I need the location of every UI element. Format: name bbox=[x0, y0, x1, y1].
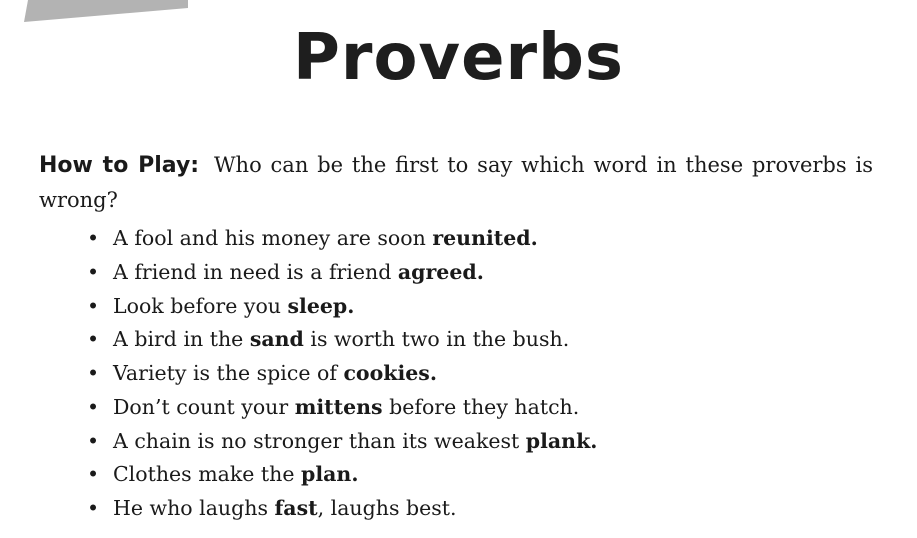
how-to-play-text: Who can be the first to say which word in these proverbs is wrong? bbox=[39, 153, 873, 212]
wrong-word: plan. bbox=[301, 462, 359, 487]
wrong-word: reunited. bbox=[432, 226, 538, 250]
wrong-word: sand bbox=[249, 327, 304, 352]
proverb-item bbox=[87, 492, 597, 526]
page-title: Proverbs bbox=[292, 21, 625, 95]
proverb-list bbox=[87, 222, 598, 526]
bullet-icon: • bbox=[87, 259, 100, 284]
proverb-item bbox=[87, 357, 597, 391]
how-to-play-paragraph bbox=[39, 148, 873, 217]
proverb-text: Don’t count your bbox=[113, 394, 295, 419]
bullet-icon: • bbox=[87, 327, 100, 352]
bullet-icon: • bbox=[87, 394, 100, 419]
bullet-icon: • bbox=[87, 428, 100, 453]
wrong-word: mittens bbox=[294, 394, 383, 419]
proverb-text: Look before you bbox=[113, 293, 288, 318]
proverb-text: He who laughs bbox=[113, 496, 275, 520]
proverb-text: A bird in the bbox=[113, 327, 250, 352]
wrong-word: cookies. bbox=[343, 361, 437, 385]
proverb-text: A chain is no stronger than its weakest bbox=[113, 428, 526, 453]
proverb-text: , laughs best. bbox=[317, 496, 457, 520]
wrong-word: plank. bbox=[525, 428, 598, 453]
how-to-play-label: How to Play: bbox=[39, 153, 200, 178]
proverb-item bbox=[87, 290, 597, 324]
proverb-item bbox=[87, 458, 597, 492]
proverb-item bbox=[87, 425, 598, 459]
wrong-word: sleep. bbox=[287, 293, 355, 318]
proverb-item bbox=[87, 222, 597, 256]
wrong-word: agreed. bbox=[397, 259, 484, 284]
bullet-icon: • bbox=[87, 226, 100, 250]
proverb-text: A friend in need is a friend bbox=[113, 259, 398, 284]
bullet-icon: • bbox=[87, 496, 100, 520]
proverb-text: is worth two in the bush. bbox=[303, 327, 570, 352]
bullet-icon: • bbox=[87, 462, 100, 487]
bullet-icon: • bbox=[87, 361, 100, 385]
proverb-text: Variety is the spice of bbox=[113, 361, 344, 385]
wrong-word: fast bbox=[274, 496, 318, 520]
proverb-text: Clothes make the bbox=[113, 462, 302, 487]
proverb-item bbox=[87, 256, 597, 290]
proverb-item bbox=[87, 323, 597, 357]
proverb-item bbox=[87, 391, 597, 425]
bullet-icon: • bbox=[87, 293, 100, 318]
proverb-text: A fool and his money are soon bbox=[113, 226, 433, 250]
proverb-text: before they hatch. bbox=[382, 394, 580, 419]
